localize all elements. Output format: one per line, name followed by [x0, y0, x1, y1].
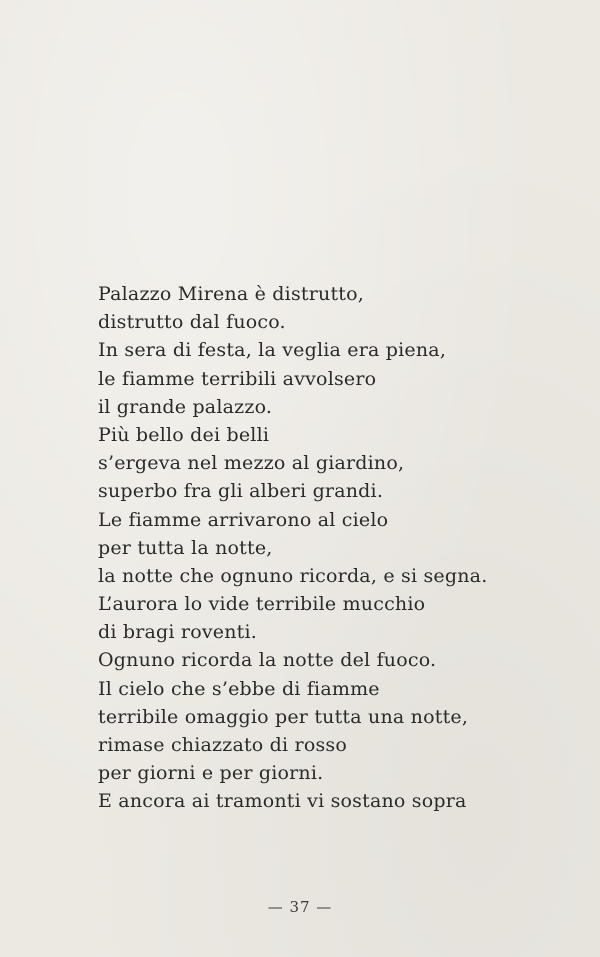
poem-line: terribile omaggio per tutta una notte,: [98, 705, 469, 728]
poem-line: il grande palazzo.: [98, 395, 273, 418]
poem-line: L’aurora lo vide terribile mucchio: [98, 593, 426, 616]
poem-line: E ancora ai tramonti vi sostano sopra: [98, 790, 467, 813]
poem-line: le fiamme terribili avvolsero: [98, 367, 377, 390]
poem-line: Il cielo che s’ebbe di fiamme: [98, 677, 380, 700]
poem-line: rimase chiazzato di rosso: [98, 734, 348, 756]
poem-line: per giorni e per giorni.: [98, 762, 324, 785]
poem-line: Palazzo Mirena è distrutto,: [98, 283, 365, 305]
poem-line: Più bello dei belli: [98, 423, 270, 446]
poem-line: superbo fra gli alberi grandi.: [98, 480, 384, 503]
poem-text: [98, 280, 487, 816]
poem-line: In sera di festa, la veglia era piena,: [98, 339, 447, 362]
poem-line: la notte che ognuno ricorda, e si segna.: [98, 564, 488, 587]
poem-line: Le fiamme arrivarono al cielo: [98, 508, 389, 531]
poem-line: s’ergeva nel mezzo al giardino,: [98, 452, 405, 475]
poem-line: di bragi roventi.: [98, 621, 258, 644]
page-number: — 37 —: [267, 898, 333, 916]
poem-line: per tutta la notte,: [98, 536, 273, 559]
poem-line: Ognuno ricorda la notte del fuoco.: [98, 649, 437, 672]
poem-line: distrutto dal fuoco.: [98, 311, 286, 334]
